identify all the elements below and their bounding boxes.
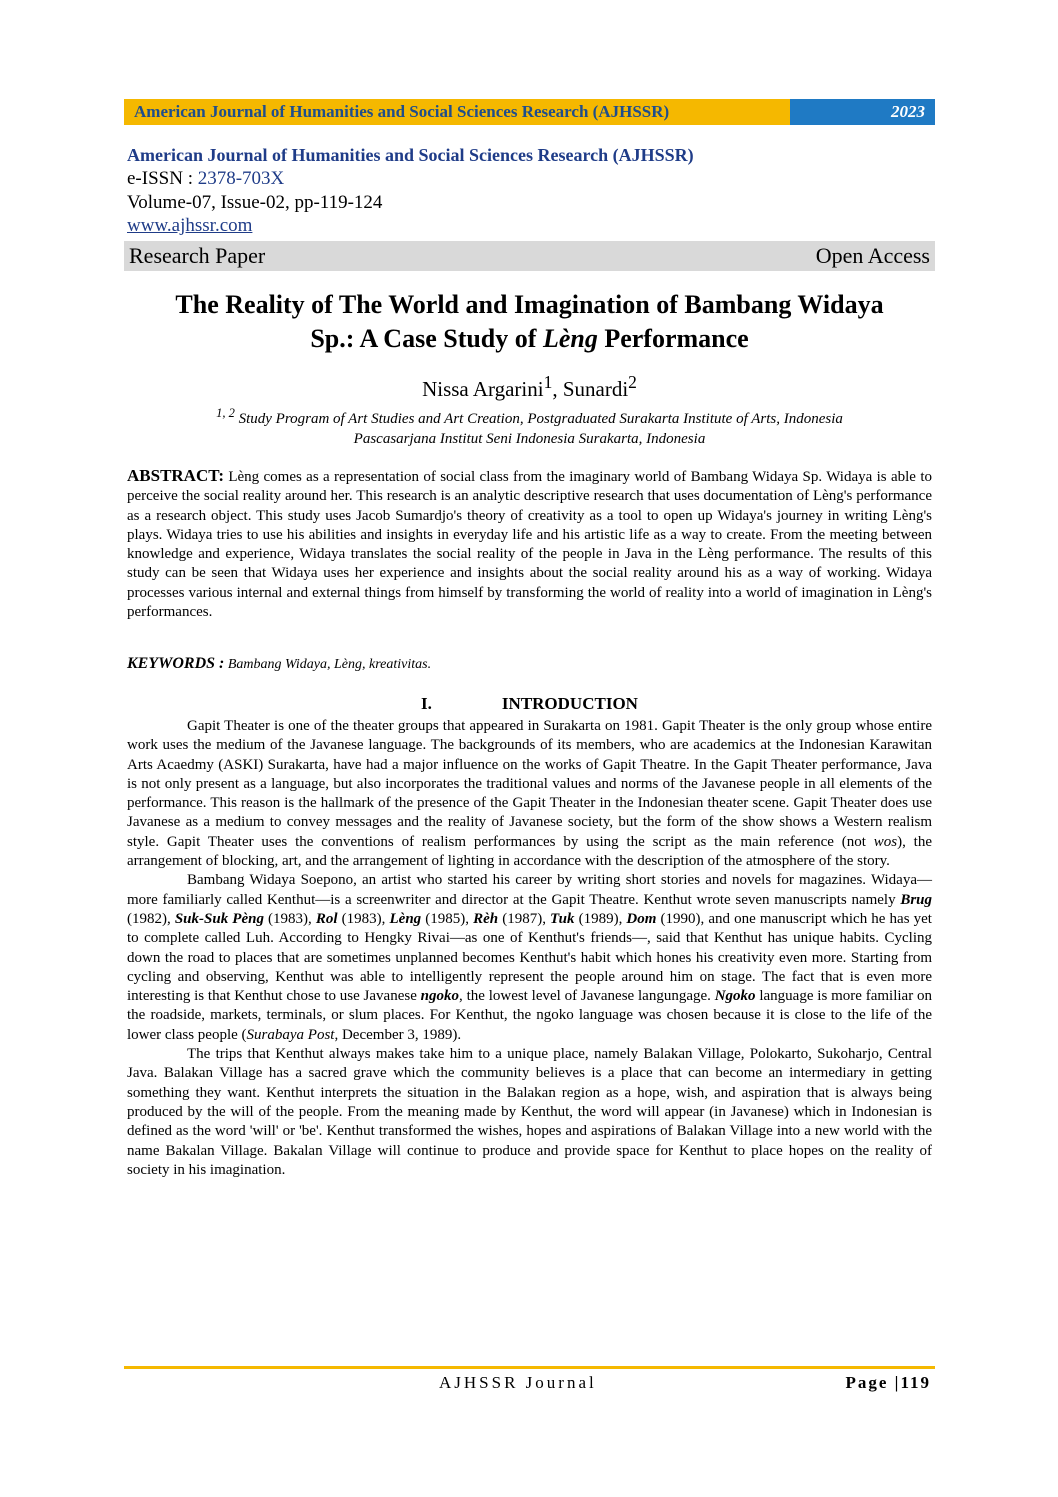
author-2-sup: 2 <box>628 372 637 392</box>
volume-line: Volume-07, Issue-02, pp-119-124 <box>127 192 383 213</box>
footer <box>124 1373 935 1397</box>
author-1-sup: 1 <box>543 372 553 392</box>
abstract-text: Lèng comes as a representation of social class from the imaginary world of Bambang Widaya Sp. Widaya is able to perceive the social reality around her. This research is an analytic descriptive research that uses documentation of Lèng's performance as a research object. This study uses Jacob Sumardjo's theory of creativity as a tool to open up Widaya's journey in writing Lèng's plays. Widaya tries to use his abilities and insights in everyday life and his artistic life as a way to create. From the meeting between knowledge and experience, Widaya translates the social reality of the people in Java in the Lèng performance. The results of this study can be seen that Widaya uses her experience and insights about the social reality around his as a way of working. Widaya processes various internal and external things from himself by transforming the world of reality into a world of imagination in Lèng's performances. <box>127 469 932 621</box>
title-run: Suk-Suk Pèng <box>174 910 264 927</box>
authors <box>124 372 935 402</box>
text-run: (1983), <box>337 910 390 927</box>
section-number: I. <box>421 694 432 713</box>
title-run: Rèh <box>473 910 499 927</box>
affiliation <box>124 403 935 449</box>
paper-title <box>124 288 935 356</box>
italic-run: ngoko <box>420 988 460 1005</box>
italic-run: Ngoko <box>714 988 756 1005</box>
italic-run: wos <box>873 833 898 850</box>
text-run: (1987), <box>498 910 551 927</box>
website-link[interactable]: www.ajhssr.com <box>127 215 253 236</box>
keywords-label: KEYWORDS : <box>127 655 225 672</box>
title-segment-end: Performance <box>597 324 749 353</box>
text-run: language is more familiar on the roadside, markets, terminals, or slum places. For Kenthut, the ngoko language was chosen because it is close to the life of the lower class people ( <box>127 988 932 1043</box>
author-2: Sunardi <box>562 377 629 401</box>
abstract-label: ABSTRACT: <box>127 466 224 485</box>
paragraph-2 <box>127 871 932 1045</box>
affiliation-text-1: Study Program of Art Studies and Art Creation, Postgraduated Surakarta Institute of Arts, Indonesia <box>234 411 843 427</box>
paragraph-1 <box>127 717 932 871</box>
title-run: Lèng <box>389 910 422 927</box>
affiliation-sup: 1, 2 <box>216 406 235 420</box>
journal-info <box>127 143 932 237</box>
text-run: (1990), and one manuscript which he has yet to complete called Luh. According to Hengky Rivai—as one of Kenthut's friends—, said that Kenthut has unique habits. Cycling down the road to places that are sometimes unplanned becomes Kenthut's habit which hones his creativity even more. Starting from cycling and observing, Kenthut was able to intelligently represent the people around him on stage. The fact that is even more interesting is that Kenthut chose to use Javanese <box>127 910 932 1005</box>
journal-name: American Journal of Humanities and Social Sciences Research (AJHSSR) <box>127 145 694 165</box>
title-segment: Sp.: A Case Study of <box>310 324 543 353</box>
section-heading <box>127 694 932 714</box>
affiliation-line-2: Pascasarjana Institut Seni Indonesia Surakarta, Indonesia <box>353 431 706 447</box>
text-run: ), the arrangement of blocking, art, and the arrangement of lighting in accordance with the description of the atmosphere of the story. <box>127 833 932 870</box>
body-text <box>127 717 932 1180</box>
affiliation-line-1 <box>124 403 935 429</box>
issn-label: e-ISSN : <box>127 168 198 189</box>
text-run: , December 3, 1989). <box>334 1026 462 1043</box>
paper-type-bar <box>124 241 935 271</box>
text-run: Gapit Theater is one of the theater groups that appeared in Surakarta on 1981. Gapit Theater is the only group whose entire work uses the medium of the Javanese language. The backgrounds of its members, who are academics at the Indonesian Karawitan Arts Acaedmy (ASKI) Surakarta, have had a major influence on the works of Gapit Theatre. In the Gapit Theater performance, Java is not only present as a language, but also incorporates the traditional values and norms of the Javanese people in all elements of the performance. This reason is the hallmark of the presence of the Gapit Theater in the Indonesian theater scene. Gapit Theater does use Javanese as a medium to convey messages and the reality of Javanese society, but the form of the show shows a Western realism style. Gapit Theater uses the conventions of realism performances by using the script as the main reference (not <box>127 718 932 850</box>
running-header-journal: American Journal of Humanities and Social Sciences Research (AJHSSR) <box>124 99 790 125</box>
title-run: Brug <box>900 891 932 908</box>
footer-rule <box>124 1366 935 1369</box>
running-header-year: 2023 <box>790 99 935 125</box>
paragraph-3: The trips that Kenthut always makes take him to a unique place, namely Balakan Village, Polokarto, Sukoharjo, Central Java. Balakan Village has a sacred grave which the community believes is a place that can become an intermediary in getting something they want. Kenthut interprets the situation in the Balakan region as a hope, wish, and aspiration that is always being produced by the will of the people. From the meaning made by Kenthut, the word will appear (in Javanese) which in Indonesian is defined as the word 'will' or 'be'. Kenthut transformed the wishes, hopes and aspirations of Balakan Village into a new world with the name Bakalan Village. Bakalan Village will continue to produce and provide space for Kenthut to place hopes on the reality of society in his imagination. <box>127 1046 932 1178</box>
italic-run: Surabaya Post <box>246 1026 335 1043</box>
keywords <box>127 655 932 673</box>
title-run: Dom <box>626 910 657 927</box>
text-run: (1982), <box>127 910 175 927</box>
text-run: (1989), <box>574 910 627 927</box>
footer-journal: AJHSSR Journal <box>439 1373 597 1392</box>
access-type: Open Access <box>815 243 930 268</box>
title-run: Rol <box>315 910 338 927</box>
title-run: Tuk <box>550 910 575 927</box>
author-separator: , <box>552 377 563 401</box>
title-line-1: The Reality of The World and Imagination of Bambang Widaya <box>175 290 884 319</box>
text-run: Bambang Widaya Soepono, an artist who started his career by writing short stories and novels for magazines. Widaya—more familiarly called Kenthut—is a screenwriter and director at the Gapit Theatre. Kenthut wrote seven manuscripts namely <box>127 872 932 908</box>
paper-type: Research Paper <box>129 243 266 268</box>
author-1: Nissa Argarini <box>422 377 544 401</box>
text-run: (1983), <box>263 910 316 927</box>
issn-line <box>127 167 932 191</box>
keywords-value: Bambang Widaya, Lèng, kreativitas. <box>224 657 432 672</box>
page-number: 119 <box>900 1373 931 1392</box>
footer-page <box>846 1373 932 1393</box>
abstract <box>127 466 932 622</box>
issn-value: 2378-703X <box>197 168 285 189</box>
text-run: (1985), <box>421 910 474 927</box>
page-label: Page | <box>845 1373 901 1392</box>
running-header <box>124 99 935 125</box>
text-run: , the lowest level of Javanese langungage. <box>459 988 715 1005</box>
title-line-2 <box>124 322 935 356</box>
section-title: INTRODUCTION <box>501 694 638 713</box>
title-italic: Lèng <box>542 324 598 353</box>
